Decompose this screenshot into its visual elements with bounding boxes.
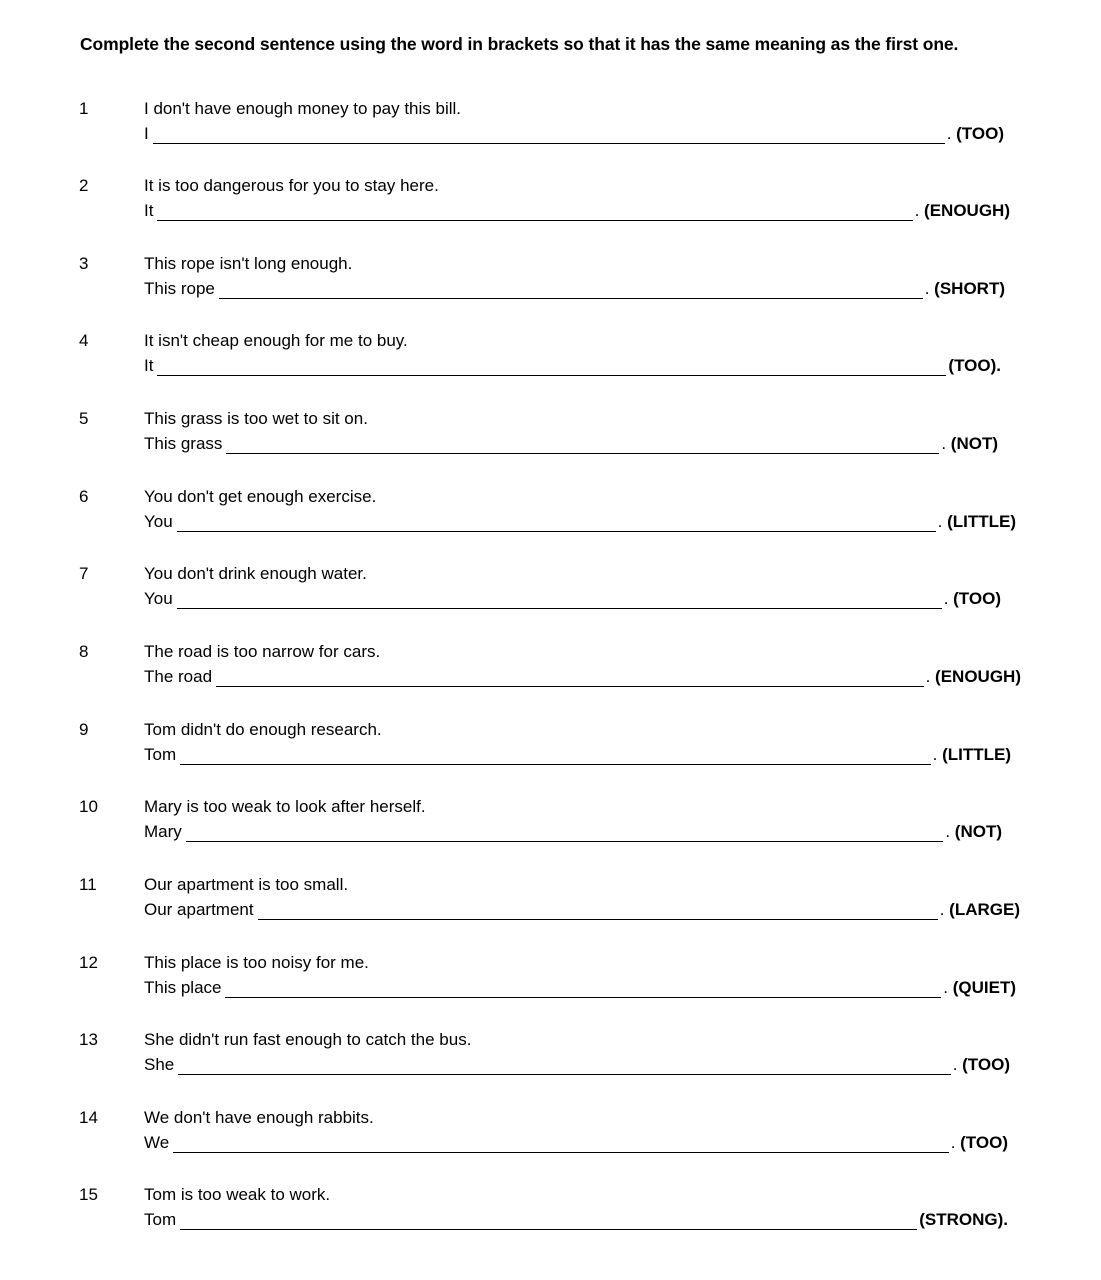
original-sentence: Tom didn't do enough research. [144, 720, 382, 739]
answer-blank[interactable] [180, 1211, 917, 1230]
keyword-hint: (TOO) [960, 1133, 1008, 1152]
keyword-hint: (TOO) [956, 124, 1004, 143]
sentence-stem: I [144, 124, 149, 143]
rewrite-line [144, 900, 1020, 920]
sentence-stem: This rope [144, 279, 215, 298]
original-sentence: Our apartment is too small. [144, 875, 349, 894]
sentence-stem: This place [144, 978, 222, 997]
original-sentence: This rope isn't long enough. [144, 254, 353, 273]
answer-blank[interactable] [178, 1056, 950, 1075]
answer-blank[interactable] [157, 357, 946, 376]
exercise-item [0, 1108, 1101, 1168]
rewrite-line [144, 1210, 1008, 1230]
rewrite-line [144, 201, 1010, 221]
answer-blank[interactable] [173, 1134, 948, 1153]
exercise-number: 13 [79, 1030, 98, 1049]
answer-suffix: . [914, 201, 925, 220]
sentence-stem: Mary [144, 822, 182, 841]
answer-suffix: . [925, 667, 936, 686]
exercise-number: 4 [79, 331, 89, 350]
rewrite-line [144, 1133, 1008, 1153]
keyword-hint: (LARGE) [949, 900, 1020, 919]
keyword-hint: (NOT) [950, 434, 998, 453]
exercise-item [0, 176, 1101, 236]
answer-blank[interactable] [180, 746, 931, 765]
sentence-stem: We [144, 1133, 170, 1152]
answer-blank[interactable] [219, 280, 923, 299]
keyword-hint: (TOO) [953, 589, 1001, 608]
rewrite-line [144, 124, 1004, 144]
sentence-stem: Tom [144, 1210, 177, 1229]
original-sentence: She didn't run fast enough to catch the bus. [144, 1030, 472, 1049]
answer-blank[interactable] [186, 823, 944, 842]
answer-blank[interactable] [226, 435, 939, 454]
keyword-hint: (QUIET) [952, 978, 1016, 997]
rewrite-line [144, 356, 1001, 376]
answer-blank[interactable] [177, 590, 942, 609]
sentence-stem: You [144, 589, 173, 608]
rewrite-line [144, 279, 1005, 299]
exercise-number: 12 [79, 953, 98, 972]
sentence-stem: She [144, 1055, 175, 1074]
exercise-item [0, 254, 1101, 314]
sentence-stem: Tom [144, 745, 177, 764]
exercise-item [0, 642, 1101, 702]
exercise-number: 7 [79, 564, 89, 583]
exercise-number: 14 [79, 1108, 98, 1127]
answer-blank[interactable] [216, 668, 924, 687]
exercise-item [0, 875, 1101, 935]
answer-suffix: . [932, 745, 943, 764]
sentence-stem: You [144, 512, 173, 531]
original-sentence: You don't drink enough water. [144, 564, 367, 583]
answer-blank[interactable] [157, 202, 912, 221]
exercise-number: 9 [79, 720, 89, 739]
sentence-stem: This grass [144, 434, 223, 453]
instructions-heading: Complete the second sentence using the word in brackets so that it has the same meaning as the first one. [80, 34, 959, 54]
exercise-item [0, 797, 1101, 857]
exercise-number: 2 [79, 176, 89, 195]
exercise-number: 11 [79, 875, 97, 894]
exercise-item [0, 99, 1101, 159]
answer-suffix: . [941, 434, 951, 453]
original-sentence: Mary is too weak to look after herself. [144, 797, 426, 816]
keyword-hint: (TOO) [962, 1055, 1010, 1074]
rewrite-line [144, 1055, 1010, 1075]
original-sentence: Tom is too weak to work. [144, 1185, 331, 1204]
answer-blank[interactable] [177, 513, 936, 532]
keyword-hint: (ENOUGH) [935, 667, 1021, 686]
original-sentence: It is too dangerous for you to stay here. [144, 176, 439, 195]
rewrite-line [144, 822, 1002, 842]
original-sentence: We don't have enough rabbits. [144, 1108, 374, 1127]
answer-suffix: . [945, 822, 955, 841]
sentence-stem: Our apartment [144, 900, 254, 919]
rewrite-line [144, 589, 1001, 609]
rewrite-line [144, 978, 1016, 998]
exercise-number: 15 [79, 1185, 98, 1204]
answer-blank[interactable] [153, 125, 945, 144]
answer-suffix: . [952, 1055, 963, 1074]
answer-suffix: . [939, 900, 950, 919]
keyword-hint: (TOO). [948, 356, 1001, 375]
exercise-item [0, 564, 1101, 624]
sentence-stem: It [144, 356, 154, 375]
answer-blank[interactable] [258, 901, 938, 920]
exercise-item [0, 720, 1101, 780]
answer-suffix: . [937, 512, 948, 531]
original-sentence: I don't have enough money to pay this bill. [144, 99, 462, 118]
exercise-number: 3 [79, 254, 89, 273]
answer-blank[interactable] [225, 979, 941, 998]
original-sentence: This place is too noisy for me. [144, 953, 369, 972]
keyword-hint: (LITTLE) [942, 745, 1011, 764]
keyword-hint: (STRONG). [919, 1210, 1008, 1229]
sentence-stem: The road [144, 667, 213, 686]
answer-suffix: . [943, 978, 953, 997]
rewrite-line [144, 512, 1016, 532]
keyword-hint: (LITTLE) [947, 512, 1016, 531]
exercise-number: 6 [79, 487, 89, 506]
original-sentence: The road is too narrow for cars. [144, 642, 381, 661]
exercise-item [0, 409, 1101, 469]
rewrite-line [144, 745, 1011, 765]
rewrite-line [144, 667, 1021, 687]
answer-suffix: . [943, 589, 954, 608]
answer-suffix: . [946, 124, 957, 143]
exercise-item [0, 953, 1101, 1013]
sentence-stem: It [144, 201, 154, 220]
answer-suffix: . [924, 279, 935, 298]
original-sentence: You don't get enough exercise. [144, 487, 377, 506]
original-sentence: It isn't cheap enough for me to buy. [144, 331, 408, 350]
exercise-number: 5 [79, 409, 89, 428]
exercise-number: 10 [79, 797, 98, 816]
exercise-item [0, 1030, 1101, 1090]
keyword-hint: (NOT) [954, 822, 1002, 841]
keyword-hint: (SHORT) [934, 279, 1005, 298]
exercise-number: 8 [79, 642, 89, 661]
exercise-number: 1 [79, 99, 89, 118]
exercise-item [0, 487, 1101, 547]
exercise-item [0, 331, 1101, 391]
exercise-item [0, 1185, 1101, 1245]
original-sentence: This grass is too wet to sit on. [144, 409, 368, 428]
keyword-hint: (ENOUGH) [924, 201, 1010, 220]
answer-suffix: . [950, 1133, 961, 1152]
rewrite-line [144, 434, 998, 454]
